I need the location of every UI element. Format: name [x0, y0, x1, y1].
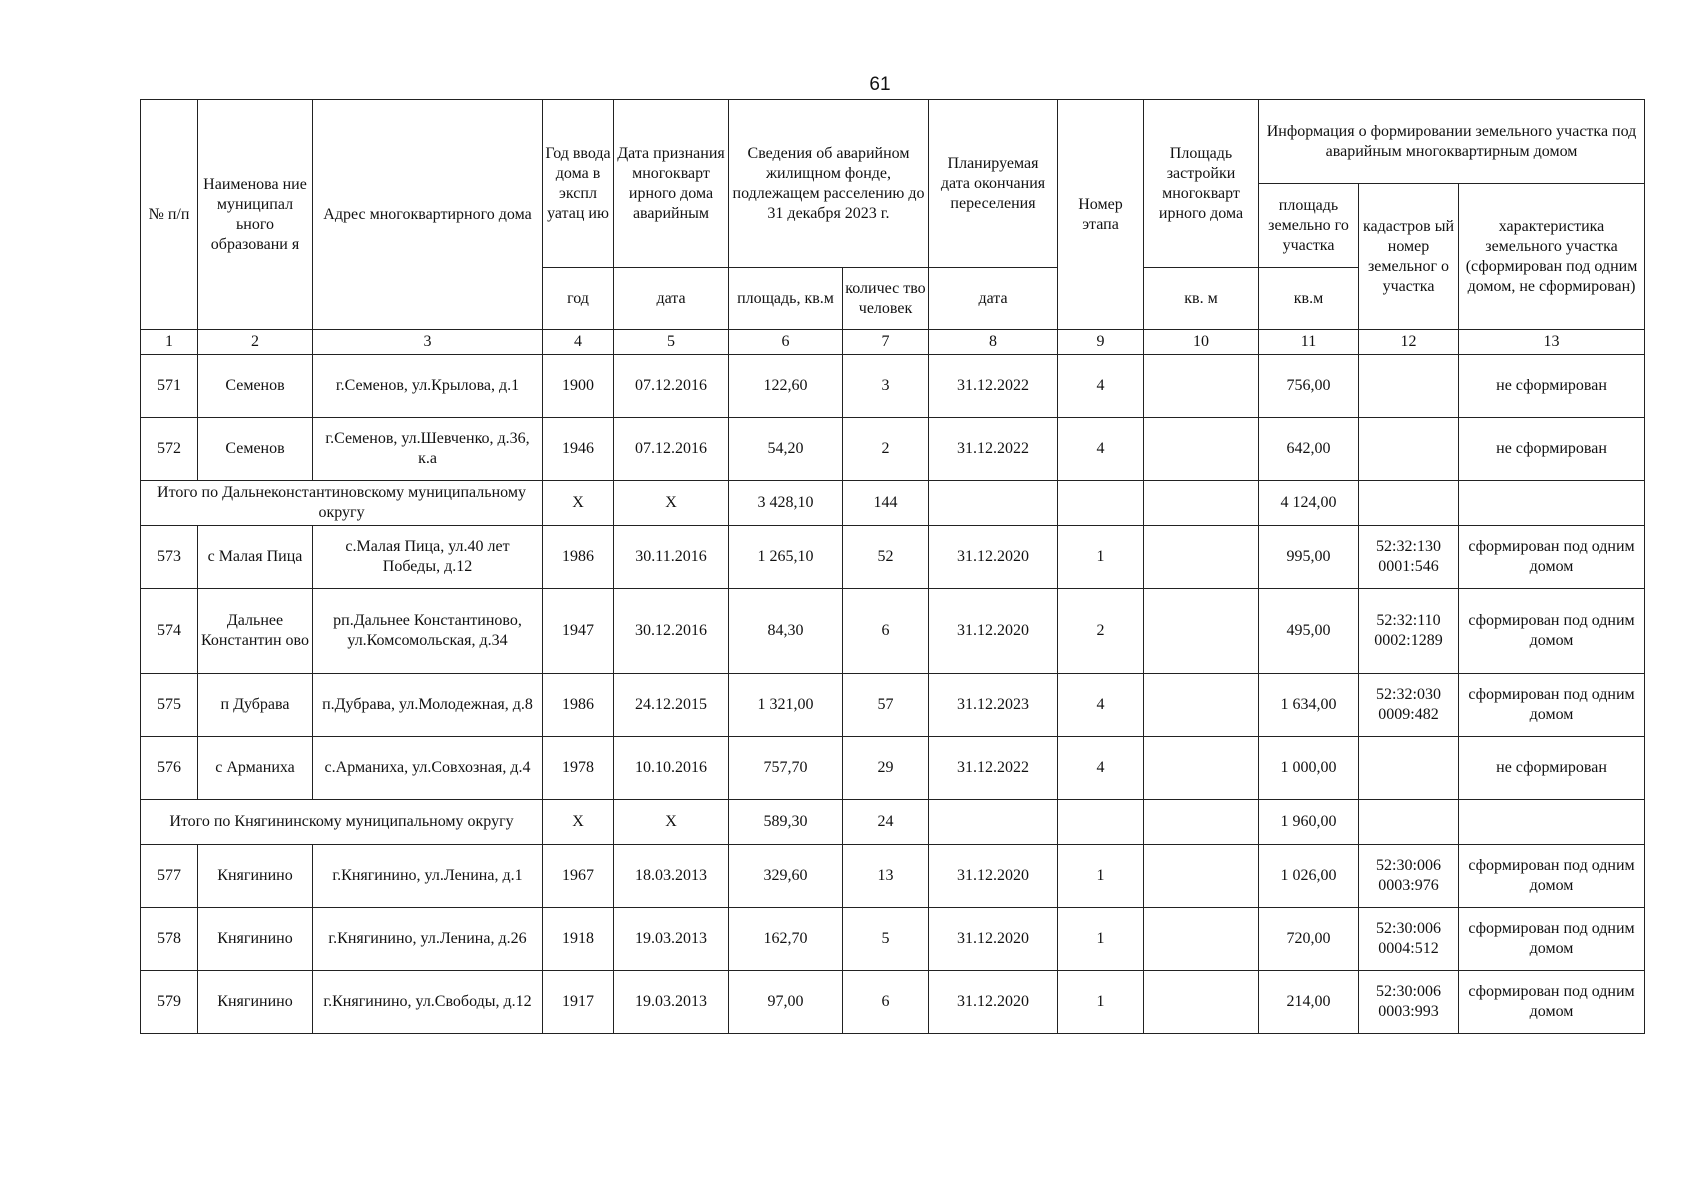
cell-municipality: Семенов: [198, 355, 313, 418]
table-row: [141, 971, 1645, 1034]
column-number-row: [141, 330, 1645, 355]
total-date: X: [614, 800, 729, 845]
unit-area: площадь, кв.м: [729, 268, 843, 330]
cell-land-area: 720,00: [1259, 908, 1359, 971]
col-num: 5: [614, 330, 729, 355]
cell-cadastral: 52:30:006 0003:976: [1359, 845, 1459, 908]
col-num: 1: [141, 330, 198, 355]
cell-area: 329,60: [729, 845, 843, 908]
col-num: 8: [929, 330, 1058, 355]
header-year-built: Год ввода дома в экспл уатац ию: [543, 100, 614, 268]
cell-plan-date: 31.12.2020: [929, 845, 1058, 908]
cell-date: 07.12.2016: [614, 355, 729, 418]
unit-plan-date: дата: [929, 268, 1058, 330]
cell-no: 574: [141, 589, 198, 674]
table-row: [141, 845, 1645, 908]
cell-land-status: сформирован под одним домом: [1459, 908, 1645, 971]
unit-date: дата: [614, 268, 729, 330]
cell-people: 6: [843, 971, 929, 1034]
cell-cadastral: [1359, 418, 1459, 481]
cell-area: 757,70: [729, 737, 843, 800]
cell-area: 1 265,10: [729, 526, 843, 589]
cell-area: 97,00: [729, 971, 843, 1034]
cell-cadastral: 52:32:130 0001:546: [1359, 526, 1459, 589]
header-stage: Номер этапа: [1058, 100, 1144, 330]
cell-cadastral: 52:30:006 0003:993: [1359, 971, 1459, 1034]
cell-municipality: Княгинино: [198, 971, 313, 1034]
cell-build-area: [1144, 526, 1259, 589]
total-empty: [929, 800, 1058, 845]
table-row: [141, 355, 1645, 418]
total-empty: [1359, 481, 1459, 526]
cell-area: 84,30: [729, 589, 843, 674]
col-num: 6: [729, 330, 843, 355]
table-row: [141, 418, 1645, 481]
cell-no: 571: [141, 355, 198, 418]
cell-cadastral: 52:30:006 0004:512: [1359, 908, 1459, 971]
cell-address: г.Княгинино, ул.Ленина, д.26: [313, 908, 543, 971]
cell-build-area: [1144, 737, 1259, 800]
total-label: Итого по Княгининскому муниципальному округу: [141, 800, 543, 845]
cell-land-area: 1 026,00: [1259, 845, 1359, 908]
unit-people: количес тво человек: [843, 268, 929, 330]
page-number: 61: [869, 74, 891, 95]
cell-plan-date: 31.12.2020: [929, 971, 1058, 1034]
cell-land-status: не сформирован: [1459, 355, 1645, 418]
cell-municipality: Княгинино: [198, 908, 313, 971]
total-year: X: [543, 481, 614, 526]
cell-land-status: не сформирован: [1459, 418, 1645, 481]
cell-area: 122,60: [729, 355, 843, 418]
col-num: 3: [313, 330, 543, 355]
cell-stage: 1: [1058, 845, 1144, 908]
cell-land-area: 1 000,00: [1259, 737, 1359, 800]
cell-municipality: Княгинино: [198, 845, 313, 908]
header-municipality: Наименова ние муниципал ьного образовани я: [198, 100, 313, 330]
col-num: 13: [1459, 330, 1645, 355]
cell-municipality: Семенов: [198, 418, 313, 481]
total-row: [141, 800, 1645, 845]
cell-no: 577: [141, 845, 198, 908]
cell-municipality: с Арманиха: [198, 737, 313, 800]
cell-build-area: [1144, 908, 1259, 971]
cell-plan-date: 31.12.2020: [929, 589, 1058, 674]
cell-plan-date: 31.12.2020: [929, 526, 1058, 589]
cell-people: 57: [843, 674, 929, 737]
cell-address: г.Княгинино, ул.Свободы, д.12: [313, 971, 543, 1034]
cell-land-status: не сформирован: [1459, 737, 1645, 800]
cell-municipality: с Малая Пица: [198, 526, 313, 589]
cell-address: г.Семенов, ул.Шевченко, д.36, к.а: [313, 418, 543, 481]
cell-year: 1946: [543, 418, 614, 481]
cell-cadastral: 52:32:110 0002:1289: [1359, 589, 1459, 674]
cell-no: 572: [141, 418, 198, 481]
total-area: 3 428,10: [729, 481, 843, 526]
cell-address: с.Малая Пица, ул.40 лет Победы, д.12: [313, 526, 543, 589]
header-building-area: Площадь застройки многокварт ирного дома: [1144, 100, 1259, 268]
cell-land-area: 495,00: [1259, 589, 1359, 674]
total-label: Итого по Дальнеконстантиновскому муниципальному округу: [141, 481, 543, 526]
cell-area: 162,70: [729, 908, 843, 971]
total-people: 24: [843, 800, 929, 845]
cell-area: 1 321,00: [729, 674, 843, 737]
cell-year: 1947: [543, 589, 614, 674]
cell-build-area: [1144, 674, 1259, 737]
header-emergency-date: Дата признания многокварт ирного дома аварийным: [614, 100, 729, 268]
col-num: 4: [543, 330, 614, 355]
total-empty: [1459, 481, 1645, 526]
cell-land-area: 1 634,00: [1259, 674, 1359, 737]
cell-address: г.Княгинино, ул.Ленина, д.1: [313, 845, 543, 908]
cell-stage: 4: [1058, 737, 1144, 800]
cell-people: 6: [843, 589, 929, 674]
cell-address: п.Дубрава, ул.Молодежная, д.8: [313, 674, 543, 737]
cell-plan-date: 31.12.2022: [929, 355, 1058, 418]
cell-plan-date: 31.12.2023: [929, 674, 1058, 737]
header-land-area: площадь земельно го участка: [1259, 184, 1359, 268]
table-row: [141, 526, 1645, 589]
table-row: [141, 589, 1645, 674]
cell-plan-date: 31.12.2020: [929, 908, 1058, 971]
table-row: [141, 737, 1645, 800]
cell-people: 13: [843, 845, 929, 908]
total-land-area: 1 960,00: [1259, 800, 1359, 845]
cell-people: 29: [843, 737, 929, 800]
cell-no: 575: [141, 674, 198, 737]
cell-build-area: [1144, 589, 1259, 674]
cell-land-status: сформирован под одним домом: [1459, 526, 1645, 589]
cell-people: 3: [843, 355, 929, 418]
cell-land-area: 995,00: [1259, 526, 1359, 589]
total-empty: [1359, 800, 1459, 845]
cell-year: 1986: [543, 674, 614, 737]
cell-land-area: 214,00: [1259, 971, 1359, 1034]
unit-build-area: кв. м: [1144, 268, 1259, 330]
cell-land-status: сформирован под одним домом: [1459, 971, 1645, 1034]
col-num: 7: [843, 330, 929, 355]
header-land-status: характеристика земельного участка (сформирован под одним домом, не сформирован): [1459, 184, 1645, 330]
header-land-info: Информация о формировании земельного участка под аварийным многоквартирным домом: [1259, 100, 1645, 184]
cell-municipality: п Дубрава: [198, 674, 313, 737]
total-empty: [1459, 800, 1645, 845]
total-empty: [1144, 800, 1259, 845]
cell-municipality: Дальнее Константин ово: [198, 589, 313, 674]
cell-date: 07.12.2016: [614, 418, 729, 481]
cell-stage: 4: [1058, 355, 1144, 418]
cell-no: 576: [141, 737, 198, 800]
cell-address: рп.Дальнее Константиново, ул.Комсомольская, д.34: [313, 589, 543, 674]
cell-year: 1967: [543, 845, 614, 908]
col-num: 12: [1359, 330, 1459, 355]
cell-land-area: 642,00: [1259, 418, 1359, 481]
cell-people: 52: [843, 526, 929, 589]
cell-year: 1918: [543, 908, 614, 971]
cell-land-status: сформирован под одним домом: [1459, 845, 1645, 908]
cell-year: 1978: [543, 737, 614, 800]
table-header: [141, 100, 1645, 355]
cell-plan-date: 31.12.2022: [929, 418, 1058, 481]
total-row: [141, 481, 1645, 526]
cell-no: 573: [141, 526, 198, 589]
table-row: [141, 674, 1645, 737]
cell-year: 1917: [543, 971, 614, 1034]
cell-date: 24.12.2015: [614, 674, 729, 737]
unit-land-area: кв.м: [1259, 268, 1359, 330]
cell-stage: 4: [1058, 418, 1144, 481]
cell-area: 54,20: [729, 418, 843, 481]
cell-cadastral: 52:32:030 0009:482: [1359, 674, 1459, 737]
emergency-housing-table: [140, 99, 1645, 1034]
cell-land-status: сформирован под одним домом: [1459, 674, 1645, 737]
cell-people: 2: [843, 418, 929, 481]
cell-stage: 2: [1058, 589, 1144, 674]
cell-land-status: сформирован под одним домом: [1459, 589, 1645, 674]
total-empty: [1144, 481, 1259, 526]
cell-build-area: [1144, 355, 1259, 418]
total-empty: [929, 481, 1058, 526]
cell-address: с.Арманиха, ул.Совхозная, д.4: [313, 737, 543, 800]
header-cadastral: кадастров ый номер земельног о участка: [1359, 184, 1459, 330]
cell-year: 1986: [543, 526, 614, 589]
cell-date: 10.10.2016: [614, 737, 729, 800]
col-num: 11: [1259, 330, 1359, 355]
cell-no: 579: [141, 971, 198, 1034]
cell-date: 30.12.2016: [614, 589, 729, 674]
cell-stage: 4: [1058, 674, 1144, 737]
table-row: [141, 908, 1645, 971]
total-empty: [1058, 481, 1144, 526]
cell-stage: 1: [1058, 526, 1144, 589]
total-date: X: [614, 481, 729, 526]
cell-cadastral: [1359, 737, 1459, 800]
cell-stage: 1: [1058, 908, 1144, 971]
cell-plan-date: 31.12.2022: [929, 737, 1058, 800]
cell-people: 5: [843, 908, 929, 971]
col-num: 9: [1058, 330, 1144, 355]
cell-build-area: [1144, 418, 1259, 481]
cell-date: 19.03.2013: [614, 908, 729, 971]
col-num: 2: [198, 330, 313, 355]
total-year: X: [543, 800, 614, 845]
cell-date: 30.11.2016: [614, 526, 729, 589]
cell-no: 578: [141, 908, 198, 971]
cell-date: 18.03.2013: [614, 845, 729, 908]
cell-address: г.Семенов, ул.Крылова, д.1: [313, 355, 543, 418]
total-people: 144: [843, 481, 929, 526]
cell-stage: 1: [1058, 971, 1144, 1034]
cell-date: 19.03.2013: [614, 971, 729, 1034]
unit-year: год: [543, 268, 614, 330]
cell-year: 1900: [543, 355, 614, 418]
header-address: Адрес многоквартирного дома: [313, 100, 543, 330]
total-land-area: 4 124,00: [1259, 481, 1359, 526]
header-planned-date: Планируемая дата окончания переселения: [929, 100, 1058, 268]
col-num: 10: [1144, 330, 1259, 355]
cell-land-area: 756,00: [1259, 355, 1359, 418]
cell-build-area: [1144, 845, 1259, 908]
header-number: № п/п: [141, 100, 198, 330]
header-housing-info: Сведения об аварийном жилищном фонде, подлежащем расселению до 31 декабря 2023 г.: [729, 100, 929, 268]
cell-cadastral: [1359, 355, 1459, 418]
total-empty: [1058, 800, 1144, 845]
cell-build-area: [1144, 971, 1259, 1034]
total-area: 589,30: [729, 800, 843, 845]
